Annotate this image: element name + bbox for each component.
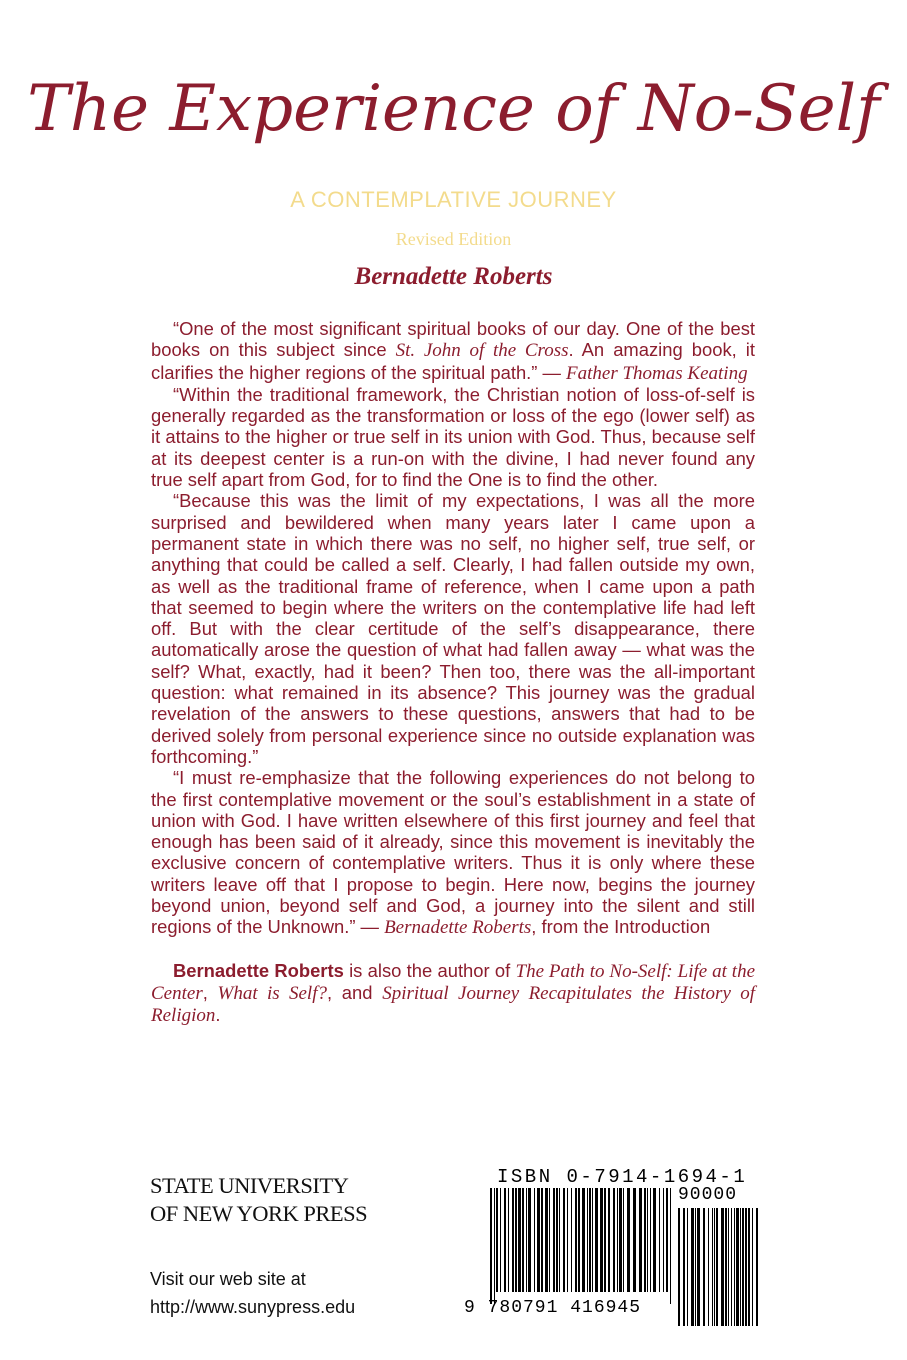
quote-attribution: Father Thomas Keating [566,362,748,384]
author-also-note: Bernadette Roberts is also the author of The Path to No-Self: Life at the Center, What is Self?, and Spiritual Journey Recapitulates the History of Religion. [151,959,755,1027]
quote-paragraph: “Because this was the limit of my expectations, I was all the more surprised and bewildered when many years later I came upon a permanent state in which there was no self, no higher self, true self, or anything that could be called a self. Clearly, I had fallen outside my own, as well as the traditional frame of reference, when I came upon a path that seemed to begin where the writers on the contemplative life had left off. But with the clear certitude of the self’s disappearance, there automatically arose the question of what had fallen away — what was the self? What, exactly, had it been? Then too, there was the all-important question: what remained in its absence? This journey was the gradual revelation of the answers to these questions, answers that had to be derived solely from personal experience since no outside explanation was forthcoming.” [151,490,755,767]
quote-keating: “One of the most significant spiritual books of our day. One of the best books on this subject since St. John of the Cross. An amazing book, it clarifies the higher regions of the spiritual path.” — Father Thomas Keating [151,318,755,384]
barcode-bar [687,1208,688,1326]
barcode-digits: 9 780791 416945 [464,1298,642,1318]
barcode-bar [712,1208,713,1326]
barcode-bar [526,1188,527,1292]
barcode-bar [496,1188,498,1292]
author-name: Bernadette Roberts [354,263,553,290]
quote-attribution: Bernadette Roberts [384,917,532,939]
barcode-bar [522,1188,524,1292]
barcode-bar [537,1188,540,1292]
barcode-bar [567,1188,568,1292]
barcode-bar [515,1188,517,1292]
barcode-bar [617,1188,618,1292]
barcode-bar [571,1188,572,1292]
barcode-bar [613,1188,615,1292]
book-title: The Experience of No-Self [27,72,880,146]
barcode-bar [534,1188,535,1292]
barcode-bar [650,1188,651,1292]
barcode-bar [512,1188,514,1292]
barcode-bar [528,1188,531,1292]
barcode-bar [549,1188,550,1292]
barcode-bar [639,1188,642,1292]
barcode-bar [663,1188,664,1292]
barcode-bar [553,1188,555,1292]
barcode-bar [714,1208,715,1326]
barcode-bar [748,1208,750,1326]
barcode-bar [659,1188,660,1292]
barcode-bar [683,1208,685,1326]
barcode-bar [647,1188,648,1292]
book-subtitle: A CONTEMPLATIVE JOURNEY [290,187,617,212]
quote-paragraph: “I must re-emphasize that the following experiences do not belong to the first contemplative movement or the soul’s establishment in a state of union with God. I have written elsewhere of this first journey and feel that enough has been said of it already, since this movement is inevitably the exclusive concern of contemplative writers. Thus it is only where these writers leave off that I propose to begin. Here now, begins the journey beyond union, beyond self and God, a journey into the silent and still regions of the Unknown.” — Bernadette Roberts, from the Introduction [151,767,755,939]
barcode-bar [731,1208,732,1326]
edition-label: Revised Edition [395,229,512,249]
barcode-bar [504,1188,506,1292]
publisher-line: OF NEW YORK PRESS [150,1201,368,1226]
barcode-bar [678,1208,680,1326]
barcode-bar [716,1208,718,1326]
barcode-bar [500,1188,501,1292]
publisher-website [150,1265,355,1321]
barcode-bar [490,1188,492,1304]
barcode-bar [623,1188,624,1292]
barcode-bar [556,1188,558,1292]
barcode-bar [508,1188,509,1292]
barcode-bar [563,1188,565,1292]
barcode-bar [742,1208,744,1326]
barcode-bar [697,1208,700,1326]
barcode-bar [541,1188,543,1292]
barcode-bar [589,1188,591,1292]
barcode-bar [736,1208,739,1326]
barcode-bar [752,1208,753,1326]
barcode-bar [691,1208,694,1326]
back-cover-blurb [151,318,755,1027]
barcode-bar [604,1188,606,1292]
barcode-bar [595,1188,598,1292]
barcode-bar [653,1188,656,1292]
website-label: Visit our web site at [150,1269,306,1289]
barcode-bar [494,1188,495,1304]
barcode-bar [545,1188,548,1292]
barcode-addon-digits: 90000 [678,1185,738,1205]
barcode-bar [559,1188,560,1292]
isbn-text: ISBN 0-7914-1694-1 [497,1166,748,1188]
barcode-bar [721,1208,724,1326]
barcode-bar [619,1188,622,1292]
quote-paragraph: “Within the traditional framework, the Christian notion of loss-of-self is generally regarded as the transformation or loss of the ego (lower self) as it attains to the higher or true self in its union with God. Thus, because self at its deepest center is a run-on with the divine, I had never found any true self apart from God, for to find the One is to find the other. [151,383,755,491]
barcode-bar [578,1188,580,1292]
barcode-bar [756,1208,758,1326]
barcode-bar [592,1188,593,1292]
barcode-bar [695,1208,696,1326]
barcode-bar [600,1188,603,1292]
barcode-bar [728,1208,729,1326]
publisher-name [150,1172,367,1228]
barcode-bar [670,1188,671,1304]
barcode-bar [666,1188,668,1292]
publisher-line: STATE UNIVERSITY [150,1173,349,1198]
barcode-bar [587,1188,588,1292]
barcode-bar [644,1188,646,1292]
barcode-bar [708,1208,709,1326]
barcode-bar [582,1188,585,1292]
barcode-bar [725,1208,727,1326]
barcode-bar [608,1188,610,1292]
barcode-bar [518,1188,521,1292]
barcode-bar [740,1208,741,1326]
website-url[interactable]: http://www.sunypress.edu [150,1297,356,1317]
barcode-bar [734,1208,735,1326]
barcode-bar [745,1208,747,1326]
barcode-bar [575,1188,577,1292]
barcode-bar [703,1208,705,1326]
barcode-bar [627,1188,630,1292]
barcode-bar [633,1188,636,1292]
